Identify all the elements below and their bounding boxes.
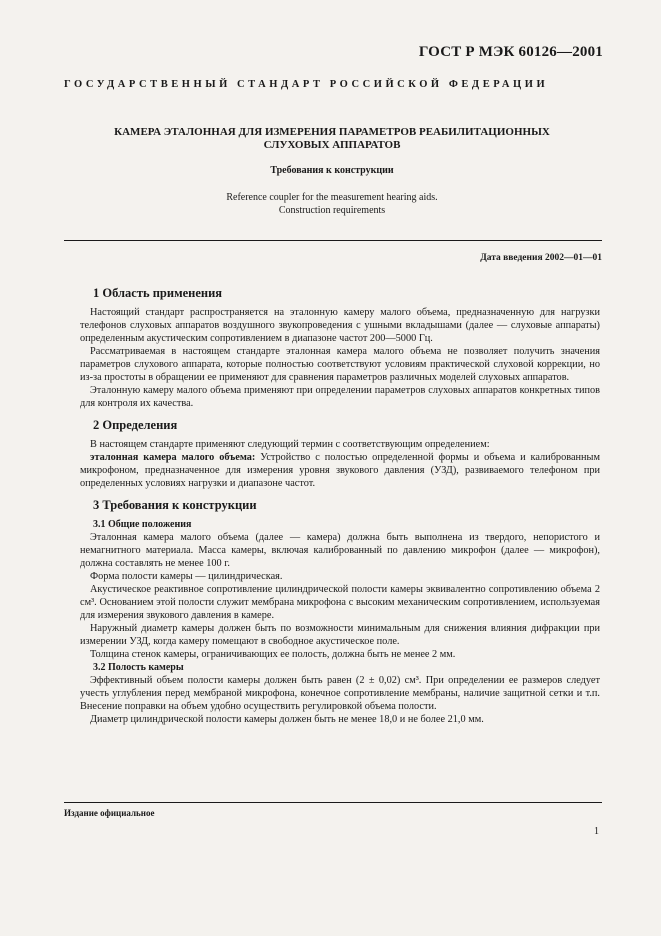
section-2-paragraph-1: В настоящем стандарте применяют следующий термин с соответствующим определением: (90, 439, 490, 450)
state-standard-banner: ГОСУДАРСТВЕННЫЙ СТАНДАРТ РОССИЙСКОЙ ФЕДЕРАЦИИ (64, 79, 549, 90)
section-3-paragraph-2: Форма полости камеры — цилиндрическая. (90, 571, 283, 582)
section-1-heading: 1 Область применения (93, 286, 223, 300)
subsection-3-1-heading: 3.1 Общие положения (93, 519, 192, 530)
edition-note: Издание официальное (64, 808, 155, 818)
title-line-1: КАМЕРА ЭТАЛОННАЯ ДЛЯ ИЗМЕРЕНИЯ ПАРАМЕТРОВ РЕАБИЛИТАЦИОННЫХ (114, 126, 550, 138)
section-3-paragraph-5: Толщина стенок камеры, ограничивающих ее полость, должна быть не менее 2 мм. (90, 649, 456, 660)
section-1-paragraph-2: Рассматриваемая в настоящем стандарте эталонная камера малого объема не позволяет получить значения параметров слухового аппарата, которые полностью соответствуют условиям практической слуховой коррекции, но из-за простоты в обращении ее применяют для сравнения параметров различных моделей слуховых аппаратов. (80, 346, 600, 383)
section-2-heading: 2 Определения (93, 418, 178, 432)
section-3-heading: 3 Требования к конструкции (93, 498, 257, 512)
term-definition: Устройство с полостью определенной формы и объема и калиброванным микрофоном, предназначенное для измерения уровня звукового давления (УЗД), развиваемого телефоном при определенных условиях нагрузки и диапазоне частот. (80, 452, 600, 489)
section-2-definition (80, 451, 600, 490)
footer-divider (64, 802, 602, 803)
english-title-line-2: Construction requirements (278, 205, 386, 216)
english-title (64, 191, 600, 217)
section-3-paragraph-3: Акустическое реактивное сопротивление цилиндрической полости камеры эквивалентно сопротивлению объема 2 см³. Основанием этой полости служит мембрана микрофона с высоким механическим сопротивлением, используемая для измерения звукового давления в камере. (80, 584, 600, 621)
defined-term: эталонная камера малого объема: (90, 452, 256, 463)
document-subtitle: Требования к конструкции (270, 165, 394, 176)
introduction-date: Дата введения 2002—01—01 (480, 253, 602, 263)
section-3-paragraph-6: Эффективный объем полости камеры должен быть равен (2 ± 0,02) см³. При определении ее размеров следует учесть углубления перед мембраной микрофона, конечное сопротивление мембраны, наличие защитной сетки и т.п. Внесение поправки на объем удобно осуществить регулировкой объема полости. (80, 675, 600, 712)
section-3-paragraph-4: Наружный диаметр камеры должен быть по возможности минимальным для снижения влияния дифракции при измерении УЗД, когда камеру помещают в свободное акустическое поле. (80, 623, 600, 647)
section-3-paragraph-7: Диаметр цилиндрической полости камеры должен быть не менее 18,0 и не более 21,0 мм. (90, 714, 484, 725)
english-title-line-1: Reference coupler for the measurement hearing aids. (226, 192, 438, 203)
section-1-paragraph-1: Настоящий стандарт распространяется на эталонную камеру малого объема, предназначенную для нагрузки телефонов слуховых аппаратов воздушного звукопроведения с ушными вкладышами (далее — слуховые аппараты) определенным акустическим сопротивлением в диапазоне частот 200—5000 Гц. (80, 307, 600, 344)
page-number: 1 (594, 826, 599, 837)
subsection-3-2-heading: 3.2 Полость камеры (93, 662, 184, 673)
title-line-2: СЛУХОВЫХ АППАРАТОВ (263, 139, 401, 151)
title-divider (64, 240, 602, 241)
document-title (64, 126, 600, 152)
section-3-paragraph-1: Эталонная камера малого объема (далее — камера) должна быть выполнена из твердого, непористого и немагнитного материала. Масса камеры, включая калиброванный по давлению микрофон (далее — микрофон), должна составлять не менее 100 г. (80, 532, 600, 569)
document-body (80, 286, 600, 726)
section-1-paragraph-3: Эталонную камеру малого объема применяют при определении параметров слуховых аппаратов конкретных типов для контроля их качества. (80, 385, 600, 409)
gost-number: ГОСТ Р МЭК 60126—2001 (418, 44, 603, 60)
